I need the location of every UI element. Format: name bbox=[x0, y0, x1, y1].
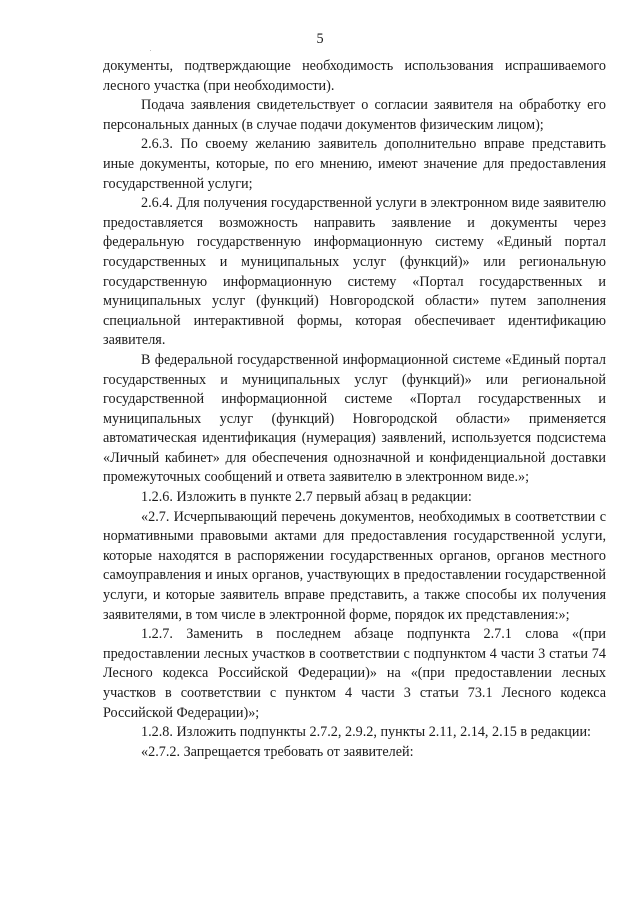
page-number: 5 bbox=[316, 31, 324, 47]
paragraph-2-6-3: 2.6.3. По своему желанию заявитель дополнительно вправе представить иные документы, которые, по его мнению, имеют значение для предоставления государственной услуги; bbox=[103, 136, 606, 192]
paragraph-consent: Подача заявления свидетельствует о согласии заявителя на обработку его персональных данных (в случае подачи документов физическим лицом); bbox=[103, 97, 606, 133]
paragraph-identification: В федеральной государственной информационной системе «Единый портал государственных и муниципальных услуг (функций)» или региональной государственной информационной системе «Портал государственных и муниципальных услуг (функций) Новгородской области» применяется автоматическая идентификация (нумерация) заявлений, используется подсистема «Личный кабинет» для обеспечения однозначной и конфиденциальной доставки промежуточных сообщений и ответа заявителю в электронном виде.»; bbox=[103, 351, 606, 486]
paragraph-continuation: документы, подтверждающие необходимость использования испрашиваемого лесного участка (при необходимости). bbox=[103, 58, 606, 94]
scan-mark bbox=[150, 50, 151, 51]
paragraph-1-2-8: 1.2.8. Изложить подпункты 2.7.2, 2.9.2, пункты 2.11, 2.14, 2.15 в редакции: bbox=[141, 724, 591, 741]
paragraph-1-2-7: 1.2.7. Заменить в последнем абзаце подпункта 2.7.1 слова «(при предоставлении лесных участков в соответствии с подпунктом 4 части 3 статьи 74 Лесного кодекса Российской Федерации)» на «(при предоставлении лесных участков в соответствии с пунктом 4 части 3 статьи 73.1 Лесного кодекса Российской Федерации)»; bbox=[103, 626, 606, 721]
paragraph-1-2-6: 1.2.6. Изложить в пункте 2.7 первый абзац в редакции: bbox=[141, 489, 472, 506]
paragraph-2-7-2: «2.7.2. Запрещается требовать от заявителей: bbox=[141, 743, 414, 760]
document-body bbox=[103, 57, 606, 762]
paragraph-2-7: «2.7. Исчерпывающий перечень документов, необходимых в соответствии с нормативными правовыми актами для предоставления государственной услуги, которые находятся в распоряжении государственных органов, органов местного самоуправления и иных органов, участвующих в предоставлении государственной услуги, и которые заявитель вправе представить, а также способы их получения заявителями, в том числе в электронной форме, порядок их представления:»; bbox=[103, 508, 606, 623]
paragraph-2-6-4: 2.6.4. Для получения государственной услуги в электронном виде заявителю предоставляется возможность направить заявление и документы через федеральную государственную информационную систему «Единый портал государственных и муниципальных услуг (функций)» или региональную государственную информационную систему «Портал государственных и муниципальных услуг (функций) Новгородской области» путем заполнения специальной интерактивной формы, которая обеспечивает идентификацию заявителя. bbox=[103, 195, 606, 349]
